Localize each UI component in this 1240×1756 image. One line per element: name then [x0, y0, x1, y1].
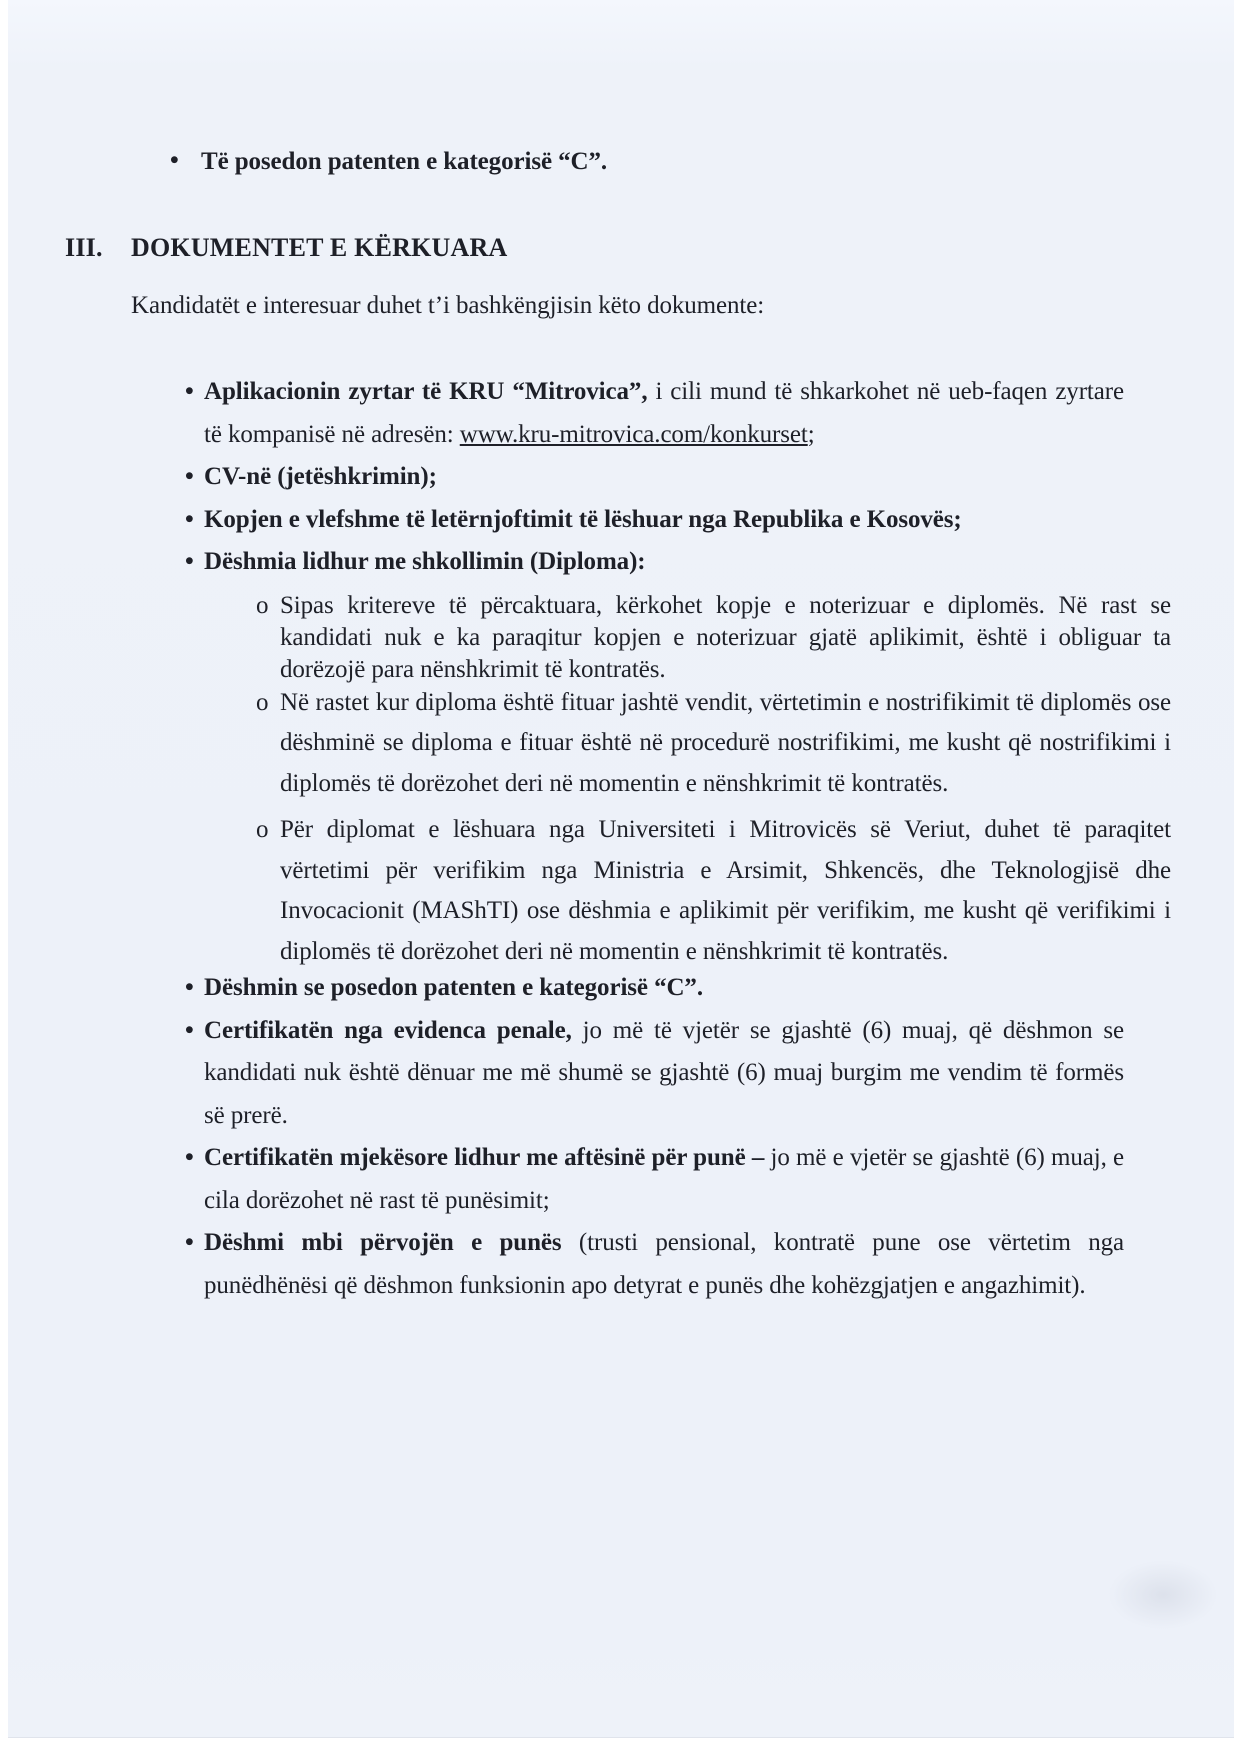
requirement-bullet-top	[170, 147, 608, 177]
bullet-marker-icon: •	[185, 378, 194, 405]
circle-marker-icon: o	[256, 816, 269, 843]
list-item-emphasis-text: Dëshmin se posedon patenten e kategorisë “C”.	[204, 974, 703, 1001]
circle-marker-icon: o	[256, 688, 269, 716]
list-item-text: Në rastet kur diploma është fituar jashtë vendit, vërtetimin e nostrifikimit të diplomës ose dëshminë se diploma e fituar është në procedurë nostrifikimi, me kusht që nostrifikimi i diplomës të dorëzohet deri në momentin e nënshkrimit të kontratës.	[280, 688, 1171, 797]
list-item-emphasis-text: Dëshmia lidhur me shkollimin (Diploma):	[204, 548, 646, 575]
list-item-text: i cili mund të shkarkohet në ueb-faqen zyrtare të kompanisë në adresën:	[204, 378, 1124, 448]
list-item	[185, 967, 1124, 1010]
list-item-text: jo më e vjetër se gjashtë (6) muaj, e cila dorëzohet në rast të punësimit;	[204, 1144, 1124, 1214]
list-item-emphasis-text: CV-në (jetëshkrimin);	[204, 463, 437, 490]
list-item-emphasis-text: Dëshmi mbi përvojën e punës	[204, 1229, 562, 1256]
list-item-emphasis-text: Kopjen e vlefshme të letërnjoftimit të lëshuar nga Republika e Kosovës;	[204, 505, 962, 533]
list-item-text: Sipas kritereve të përcaktuara, kërkohet kopje e noterizuar e diplomës. Në rast se kandidati nuk e ka paraqitur kopjen e noterizuar gjatë aplikimit, është i obliguar ta dorëzojë para nënshkrimit të kontratës.	[280, 591, 1171, 683]
sub-list-item	[256, 590, 1171, 686]
document-page	[8, 0, 1234, 1738]
sub-list-item	[256, 810, 1171, 972]
list-item-emphasis-text: Aplikacionin zyrtar të KRU “Mitrovica”,	[204, 378, 648, 405]
list-item-text: (trusti pensional, kontratë pune ose vërtetim nga punëdhënësi që dëshmon funksionin apo detyrat e punës dhe kohëzgjatjen e angazhimit).	[204, 1229, 1124, 1299]
list-item	[185, 1222, 1124, 1307]
document-list	[8, 371, 1240, 1307]
section-title: DOKUMENTET E KËRKUARA	[131, 233, 508, 262]
list-item-text: jo më të vjetër se gjashtë (6) muaj, që dëshmon se kandidati nuk është dënuar me më shumë se gjashtë (6) muaj burgim me vendim të formës së prerë.	[204, 1016, 1124, 1129]
section-heading	[65, 232, 508, 264]
list-item	[185, 456, 1124, 499]
list-item-text: Për diplomat e lëshuara nga Universiteti i Mitrovicës së Veriut, duhet të paraqitet vërtetimi për verifikim nga Ministria e Arsimit, Shkencës, dhe Teknologjisë dhe Invocacionit (MAShTI) ose dëshmia e aplikimit për verifikim, me kusht që verifikimi i diplomës të dorëzohet deri në momentin e nënshkrimit të kontratës.	[280, 816, 1171, 965]
bullet-marker-icon: •	[185, 974, 194, 1001]
circle-marker-icon: o	[256, 591, 269, 619]
requirement-bullet-top-text: Të posedon patenten e kategorisë “C”.	[201, 148, 608, 175]
bullet-marker-icon: •	[185, 1144, 194, 1171]
list-item	[185, 499, 1124, 542]
website-url: www.kru-mitrovica.com/konkurset	[459, 420, 808, 448]
bullet-marker-icon: •	[185, 548, 194, 575]
bullet-marker-icon: •	[185, 463, 194, 490]
sub-list-item	[256, 683, 1171, 805]
list-item	[185, 541, 1124, 584]
bullet-marker-icon: •	[185, 1229, 194, 1256]
intro-paragraph: Kandidatët e interesuar duhet t’i bashkëngjisin këto dokumente:	[131, 292, 765, 319]
scan-smudge	[1108, 1560, 1218, 1630]
list-item	[185, 1137, 1124, 1222]
list-item-emphasis-text: Certifikatën mjekësore lidhur me aftësinë për punë –	[204, 1144, 765, 1171]
bullet-marker-icon: •	[170, 147, 179, 174]
list-item-emphasis-text: Certifikatën nga evidenca penale,	[204, 1016, 572, 1044]
section-number: III.	[65, 233, 103, 262]
bullet-marker-icon: •	[185, 1016, 194, 1044]
list-item	[185, 1010, 1124, 1138]
list-item	[185, 371, 1124, 456]
list-item-text: ;	[807, 420, 815, 448]
bullet-marker-icon: •	[185, 505, 194, 533]
